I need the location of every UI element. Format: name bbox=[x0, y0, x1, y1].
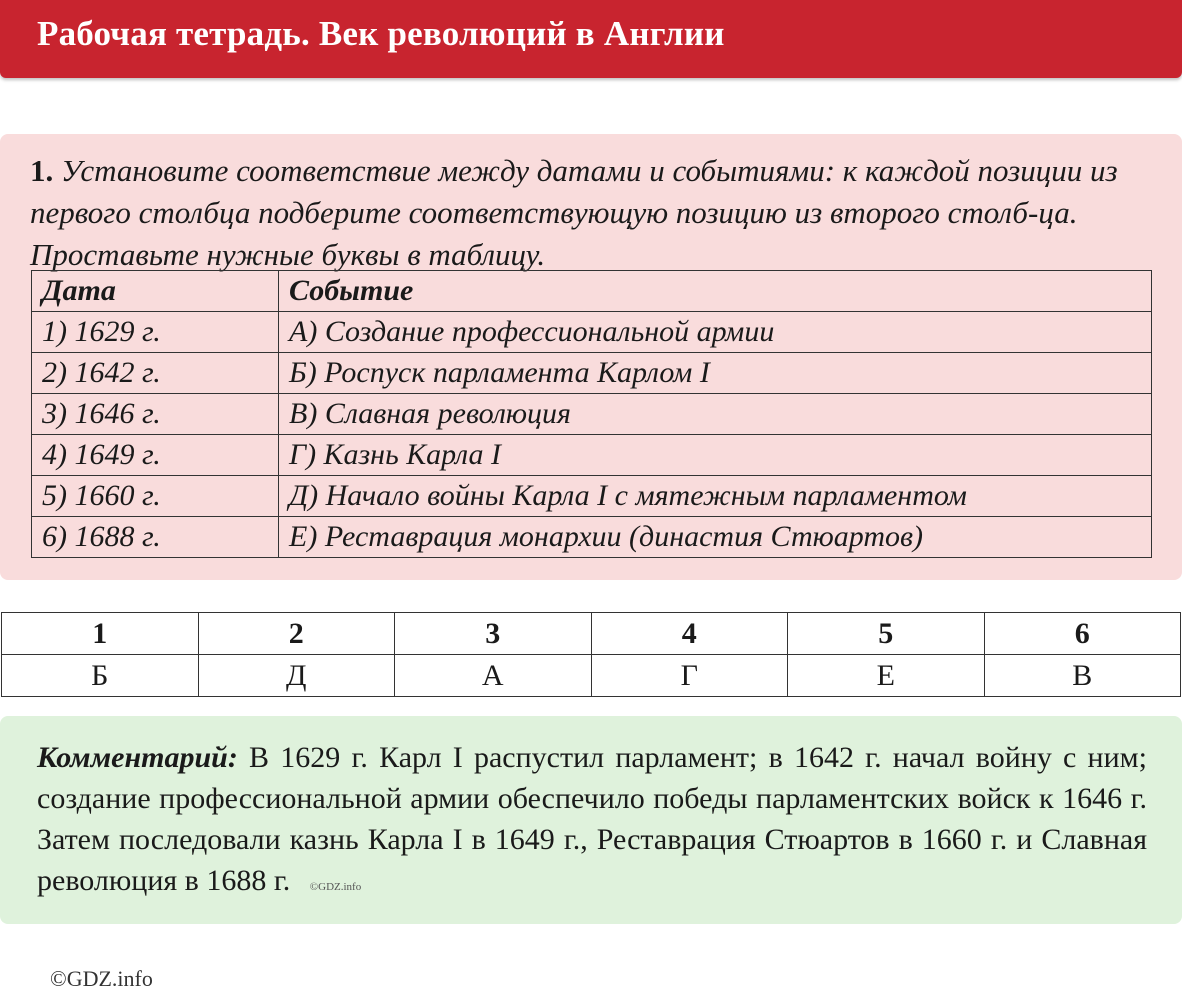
table-row bbox=[32, 476, 1152, 517]
answer-table bbox=[1, 612, 1181, 697]
answer-letter-cell: Д bbox=[198, 655, 395, 697]
footer-copyright: ©GDZ.info bbox=[50, 966, 153, 991]
page-title: Рабочая тетрадь. Век революций в Англии bbox=[37, 14, 725, 53]
task-instruction bbox=[30, 150, 1160, 276]
table-header-row bbox=[32, 271, 1152, 312]
event-cell: В) Славная революция bbox=[279, 394, 1152, 435]
answer-letter-cell: Е bbox=[788, 655, 985, 697]
table-row bbox=[32, 312, 1152, 353]
date-cell: 4) 1649 г. bbox=[32, 435, 279, 476]
answer-letter-cell: А bbox=[395, 655, 592, 697]
answer-number-cell: 1 bbox=[2, 613, 199, 655]
comment-text-block bbox=[37, 737, 1147, 908]
answer-number-cell: 3 bbox=[395, 613, 592, 655]
answer-letter-cell: Б bbox=[2, 655, 199, 697]
dates-events-table bbox=[31, 270, 1152, 558]
table-row bbox=[32, 353, 1152, 394]
answer-number-cell: 4 bbox=[591, 613, 788, 655]
answer-letter-cell: Г bbox=[591, 655, 788, 697]
page-header bbox=[0, 0, 1182, 78]
answer-letter-row bbox=[2, 655, 1181, 697]
answer-number-cell: 5 bbox=[788, 613, 985, 655]
task-text: Установите соответствие между датами и событиями: к каждой позиции из первого столбца подберите соответствующую позицию из второго столб-ца. Проставьте нужные буквы в таблицу. bbox=[30, 153, 1118, 272]
answer-letter-cell: В bbox=[984, 655, 1181, 697]
column-header-event: Событие bbox=[279, 271, 1152, 312]
answer-number-row bbox=[2, 613, 1181, 655]
table-row bbox=[32, 394, 1152, 435]
event-cell: Е) Реставрация монархии (династия Стюартов) bbox=[279, 517, 1152, 558]
date-cell: 2) 1642 г. bbox=[32, 353, 279, 394]
event-cell: Г) Казнь Карла I bbox=[279, 435, 1152, 476]
date-cell: 6) 1688 г. bbox=[32, 517, 279, 558]
event-cell: А) Создание профессиональной армии bbox=[279, 312, 1152, 353]
answer-number-cell: 2 bbox=[198, 613, 395, 655]
comment-watermark: ©GDZ.info bbox=[309, 881, 362, 893]
table-row bbox=[32, 435, 1152, 476]
table-row bbox=[32, 517, 1152, 558]
task-number: 1. bbox=[30, 153, 54, 188]
comment-label: Комментарий: bbox=[37, 741, 238, 774]
event-cell: Б) Роспуск парламента Карлом I bbox=[279, 353, 1152, 394]
column-header-date: Дата bbox=[32, 271, 279, 312]
comment-body: В 1629 г. Карл I распустил парламент; в 1642 г. начал войну с ним; создание профессиональной армии обеспечило победы парламентских войск к 1646 г. Затем последовали казнь Карла I в 1649 г., Реставрация Стюартов в 1660 г. и Славная революция в 1688 г. bbox=[37, 741, 1147, 897]
answer-number-cell: 6 bbox=[984, 613, 1181, 655]
date-cell: 3) 1646 г. bbox=[32, 394, 279, 435]
event-cell: Д) Начало войны Карла I с мятежным парламентом bbox=[279, 476, 1152, 517]
date-cell: 5) 1660 г. bbox=[32, 476, 279, 517]
date-cell: 1) 1629 г. bbox=[32, 312, 279, 353]
